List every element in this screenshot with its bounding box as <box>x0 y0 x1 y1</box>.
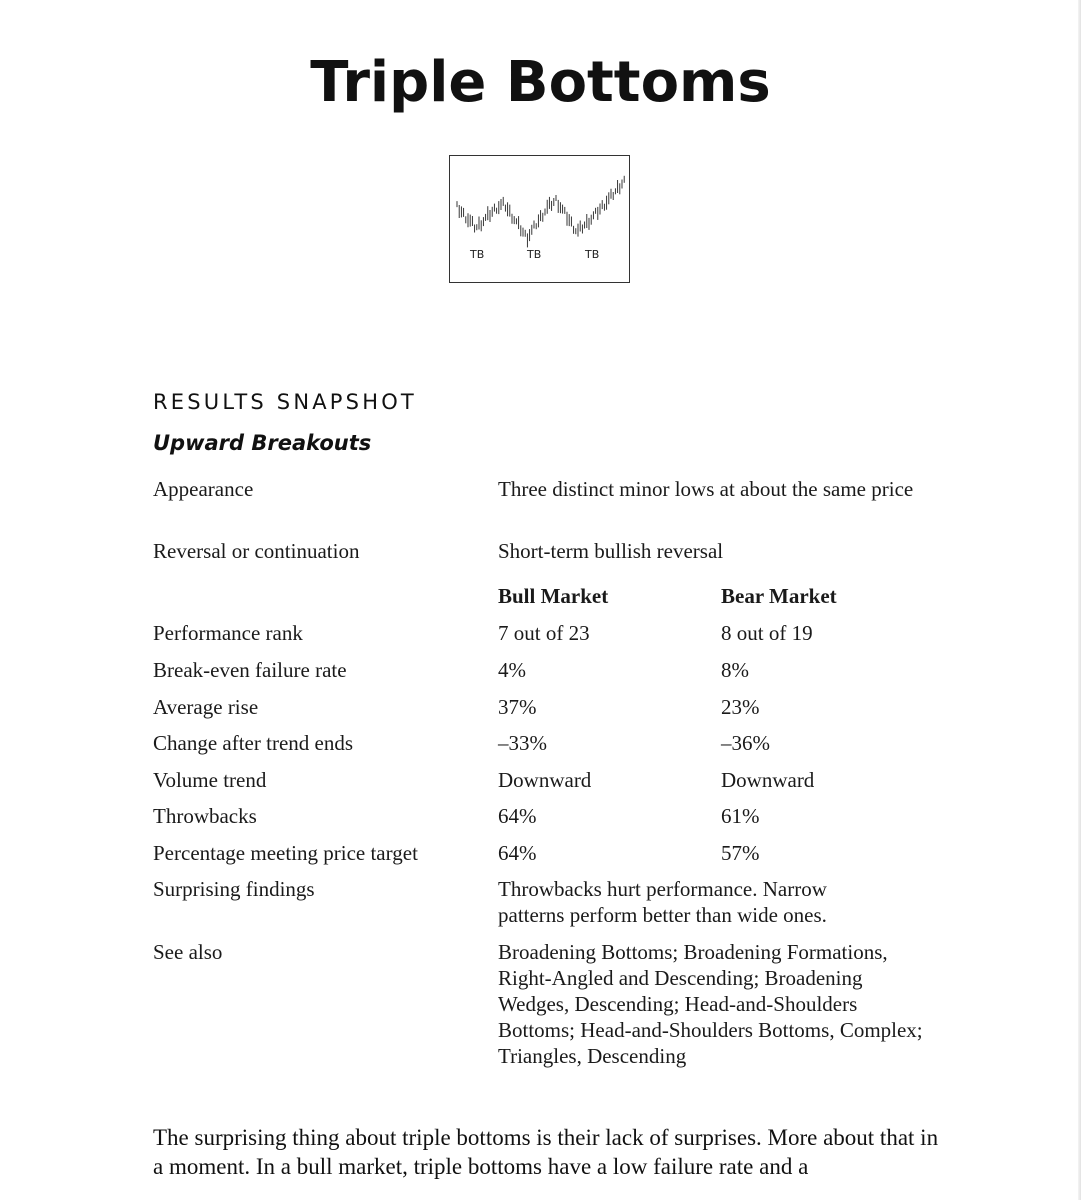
row-bear-value: 57% <box>721 841 760 865</box>
row-bear-value: 61% <box>721 804 760 828</box>
row-label: Percentage meeting price target <box>153 841 418 865</box>
bull-market-header: Bull Market <box>498 584 609 608</box>
row-label: Volume trend <box>153 768 267 792</box>
appearance-value: Three distinct minor lows at about the same price <box>498 477 914 501</box>
row-bull-value: 64% <box>498 804 537 828</box>
row-label: Performance rank <box>153 621 303 645</box>
thumbnail-chart <box>450 156 631 284</box>
row-bull-value: Downward <box>498 768 592 792</box>
row-bear-value: 8 out of 19 <box>721 621 813 645</box>
row-bear-value: 23% <box>721 695 760 719</box>
thumbnail-label-tb-3: TB <box>585 248 600 261</box>
row-bull-value: –33% <box>498 731 547 755</box>
row-label: Change after trend ends <box>153 731 354 755</box>
appearance-label: Appearance <box>153 477 254 501</box>
row-label: Average rise <box>153 695 259 719</box>
upward-breakouts-heading: Upward Breakouts <box>153 431 372 455</box>
surprising-findings-label: Surprising findings <box>153 877 315 901</box>
row-label: Break-even failure rate <box>153 658 347 682</box>
thumbnail-label-tb-1: TB <box>470 248 485 261</box>
thumbnail-label-tb-2: TB <box>527 248 542 261</box>
page-title: Triple Bottoms <box>310 50 771 115</box>
pattern-thumbnail <box>449 155 630 283</box>
see-also-label: See also <box>153 940 223 964</box>
row-bear-value: –36% <box>721 731 770 755</box>
reversal-value: Short-term bullish reversal <box>498 539 724 563</box>
body-paragraph: The surprising thing about triple bottoms is their lack of surprises. More about that in a moment. In a bull market, triple bottoms have a low failure rate and a <box>153 1125 939 1179</box>
row-label: Throwbacks <box>153 804 257 828</box>
reversal-label: Reversal or continuation <box>153 539 360 563</box>
see-also-value: Broadening Bottoms; Broadening Formations, Right-Angled and Descending; Broadening Wedges, Descending; Head-and-Shoulders Bottoms; Head-and-Shoulders Bottoms, Complex; Triangles, Descending <box>498 940 923 1068</box>
row-bull-value: 7 out of 23 <box>498 621 590 645</box>
row-bull-value: 64% <box>498 841 537 865</box>
bear-market-header: Bear Market <box>721 584 837 608</box>
row-bull-value: 37% <box>498 695 537 719</box>
row-bear-value: 8% <box>721 658 749 682</box>
row-bull-value: 4% <box>498 658 526 682</box>
row-bear-value: Downward <box>721 768 815 792</box>
results-snapshot-heading: RESULTS SNAPSHOT <box>153 390 417 414</box>
surprising-findings-value: Throwbacks hurt performance. Narrow patterns perform better than wide ones. <box>498 877 827 927</box>
